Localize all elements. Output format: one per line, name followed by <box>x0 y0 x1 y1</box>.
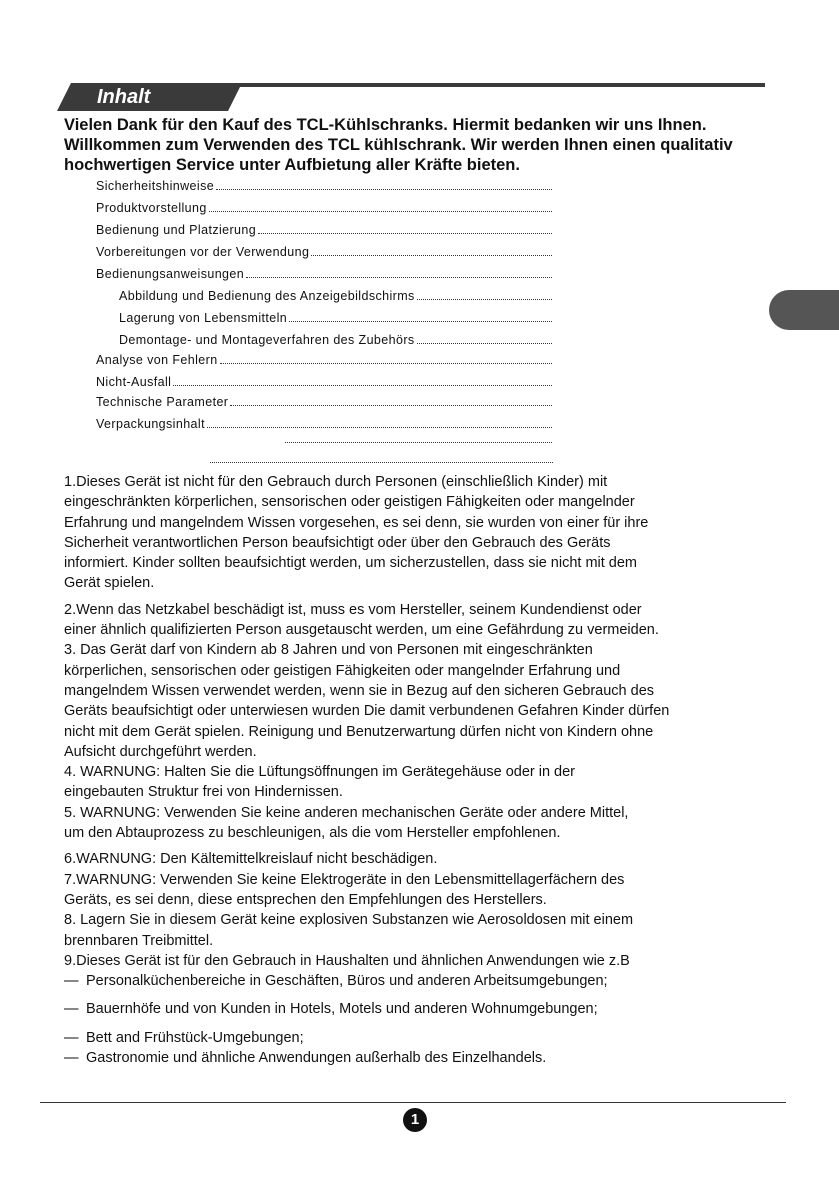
dash-bullet: — <box>64 973 79 990</box>
text-line: 2.Wenn das Netzkabel beschädigt ist, muss es vom Hersteller, seinem Kundendienst oder <box>64 601 642 618</box>
safety-paragraph-4 <box>64 762 764 803</box>
usage-list-item <box>64 971 764 991</box>
safety-paragraph-8 <box>64 910 764 951</box>
toc-item-label: Analyse von Fehlern <box>96 353 218 367</box>
toc-item <box>96 373 552 391</box>
toc-item <box>96 243 552 261</box>
toc-leader <box>258 221 552 234</box>
dash-bullet: — <box>64 1001 79 1018</box>
toc-item <box>96 415 552 433</box>
toc-item <box>96 177 552 195</box>
text-line: Aufsicht durchgeführt werden. <box>64 743 257 760</box>
safety-paragraph-9 <box>64 951 764 971</box>
usage-list-text: Bauernhöfe und von Kunden in Hotels, Motels und anderen Wohnumgebungen; <box>86 1001 598 1018</box>
usage-list-text: Gastronomie und ähnliche Anwendungen außerhalb des Einzelhandels. <box>86 1050 547 1067</box>
usage-list-item <box>64 1048 764 1068</box>
usage-list-text: Bett and Frühstück-Umgebungen; <box>86 1029 304 1046</box>
usage-list-item <box>64 1028 764 1048</box>
intro-line: Willkommen zum Verwenden des TCL kühlschrank. Wir werden Ihnen einen qualitativ <box>64 136 733 154</box>
toc-subitem <box>119 331 552 349</box>
footer-rule <box>40 1102 786 1103</box>
text-line: 8. Lagern Sie in diesem Gerät keine explosiven Substanzen wie Aerosoldosen mit einem <box>64 912 634 929</box>
safety-paragraph-1 <box>64 472 764 594</box>
toc-item <box>96 199 552 217</box>
toc-item <box>96 221 552 239</box>
text-line: eingebauten Struktur frei von Hindernissen. <box>64 784 343 801</box>
text-line: brennbaren Treibmittel. <box>64 932 214 949</box>
toc-item-label: Lagerung von Lebensmitteln <box>119 311 288 325</box>
text-line: eingeschränkten körperlichen, sensorischen oder geistigen Fähigkeiten oder mangelnder <box>64 494 635 511</box>
toc-leader <box>289 309 552 322</box>
page-number: 1 <box>403 1108 427 1132</box>
text-line: Geräts, es sei denn, diese entsprechen den Empfehlungen des Herstellers. <box>64 891 547 908</box>
toc-subitem <box>119 287 552 305</box>
usage-list-text: Personalküchenbereiche in Geschäften, Büros und anderen Arbeitsumgebungen; <box>86 973 608 990</box>
toc-leader-empty <box>285 441 552 443</box>
toc-leader <box>209 199 552 212</box>
toc-item <box>96 265 552 283</box>
toc-item-label: Bedienungsanweisungen <box>96 267 245 281</box>
text-line: 5. WARNUNG: Verwenden Sie keine anderen mechanischen Geräte oder andere Mittel, <box>64 804 629 821</box>
toc-leader <box>417 287 552 300</box>
toc-item <box>96 351 552 369</box>
toc-leader <box>216 177 552 190</box>
text-line: 4. WARNUNG: Halten Sie die Lüftungsöffnungen im Gerätegehäuse oder in der <box>64 764 576 781</box>
safety-paragraph-2 <box>64 600 764 641</box>
toc-leader <box>230 393 552 406</box>
toc-leader <box>311 243 552 256</box>
page-title: Inhalt <box>97 86 151 108</box>
text-line: Erfahrung und mangelndem Wissen vorgesehen, es sei denn, sie wurden von einer für ihre <box>64 514 649 531</box>
text-line: Sicherheit verantwortlichen Person beaufsichtigt oder über den Gebrauch des Geräts <box>64 534 611 551</box>
text-line: 7.WARNUNG: Verwenden Sie keine Elektrogeräte in den Lebensmittellagerfächern des <box>64 871 625 888</box>
intro-text <box>64 115 784 175</box>
toc-item-label: Verpackungsinhalt <box>96 417 205 431</box>
safety-paragraph-3 <box>64 640 764 762</box>
safety-instructions <box>64 472 764 1068</box>
toc-item <box>96 393 552 411</box>
header-rule <box>225 83 765 87</box>
text-line: um den Abtauprozess zu beschleunigen, als die vom Hersteller empfohlenen. <box>64 825 561 842</box>
toc-item-label: Technische Parameter <box>96 395 229 409</box>
toc-item-label: Sicherheitshinweise <box>96 179 215 193</box>
text-line: 1.Dieses Gerät ist nicht für den Gebrauch durch Personen (einschließlich Kinder) mit <box>64 474 608 490</box>
text-line: körperlichen, sensorischen oder geistigen Fähigkeiten oder mangelnder Erfahrung und <box>64 662 621 679</box>
safety-paragraph-5 <box>64 803 764 844</box>
safety-paragraph-7 <box>64 870 764 911</box>
text-line: nicht mit dem Gerät spielen. Reinigung und Benutzerwartung dürfen nicht von Kindern ohne <box>64 723 654 740</box>
side-tab-marker <box>769 290 839 330</box>
usage-list-item <box>64 999 764 1019</box>
toc-leader <box>220 351 552 364</box>
toc-leader <box>246 265 552 278</box>
toc-item-label: Nicht-Ausfall <box>96 375 172 389</box>
toc-item-label: Produktvorstellung <box>96 201 207 215</box>
text-line: 3. Das Gerät darf von Kindern ab 8 Jahren und von Personen mit eingeschränkten <box>64 642 593 659</box>
toc-item-label: Bedienung und Platzierung <box>96 223 257 237</box>
toc-leader <box>207 415 552 428</box>
text-line: 9.Dieses Gerät ist für den Gebrauch in Haushalten und ähnlichen Anwendungen wie z.B <box>64 952 630 969</box>
toc-subitem <box>119 309 552 327</box>
intro-line: Vielen Dank für den Kauf des TCL-Kühlschranks. Hiermit bedanken wir uns Ihnen. <box>64 116 707 134</box>
text-line: informiert. Kinder sollten beaufsichtigt werden, um sicherzustellen, dass sie nicht mit dem <box>64 555 638 572</box>
toc-leader <box>173 373 552 386</box>
dash-bullet: — <box>64 1029 79 1046</box>
intro-line: hochwertigen Service unter Aufbietung aller Kräfte bieten. <box>64 156 520 174</box>
toc-leader-empty <box>210 461 553 463</box>
safety-paragraph-6 <box>64 849 764 869</box>
toc-item-label: Abbildung und Bedienung des Anzeigebildschirms <box>119 289 415 303</box>
text-line: mangelndem Wissen verwendet werden, wenn sie in Bezug auf den sicheren Gebrauch des <box>64 682 655 699</box>
text-line: einer ähnlich qualifizierten Person ausgetauscht werden, um eine Gefährdung zu vermeiden. <box>64 622 659 639</box>
text-line: Gerät spielen. <box>64 575 155 592</box>
toc-leader <box>417 331 552 344</box>
toc-item-label: Vorbereitungen vor der Verwendung <box>96 245 310 259</box>
dash-bullet: — <box>64 1050 79 1067</box>
text-line: 6.WARNUNG: Den Kältemittelkreislauf nicht beschädigen. <box>64 851 438 868</box>
toc-item-label: Demontage- und Montageverfahren des Zubehörs <box>119 333 415 347</box>
text-line: Geräts beaufsichtigt oder unterwiesen wurden Die damit verbundenen Gefahren Kinder dürfen <box>64 703 670 720</box>
